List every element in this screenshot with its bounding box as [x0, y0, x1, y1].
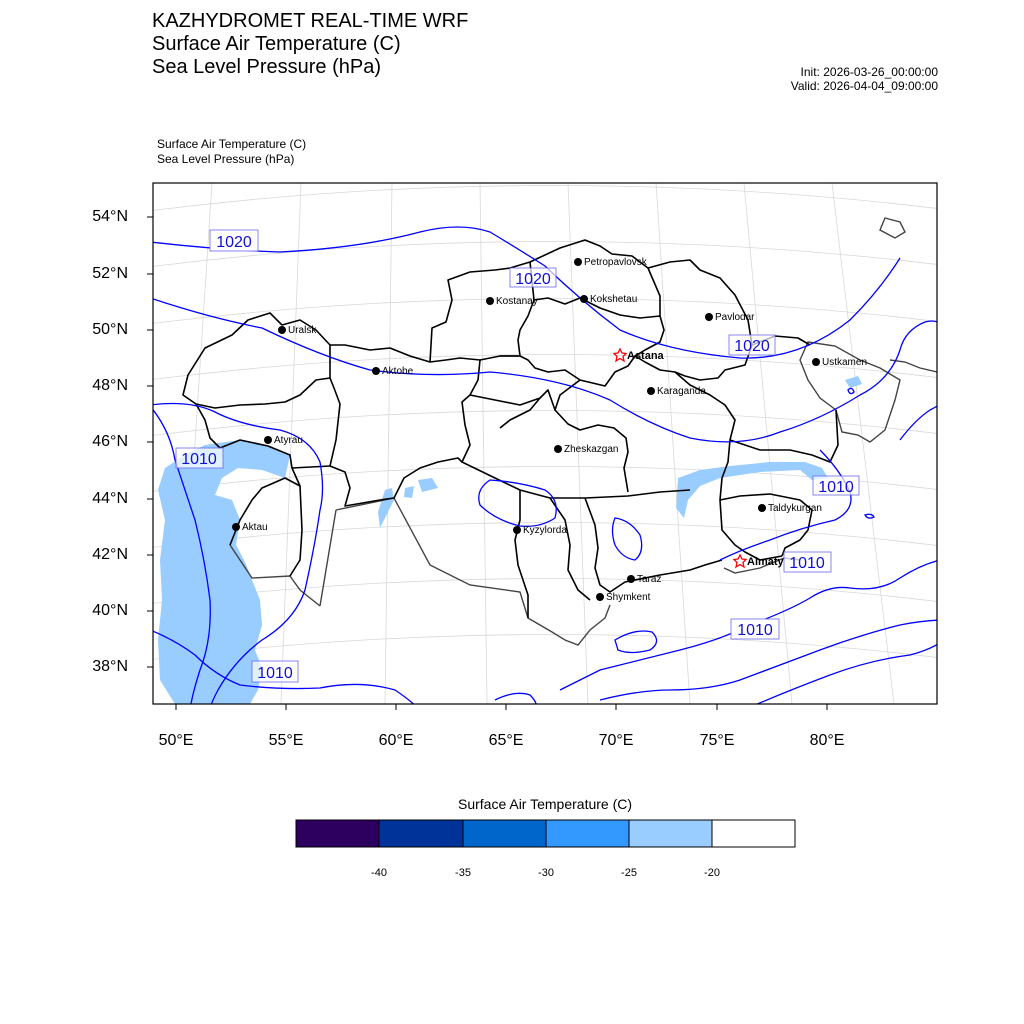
- svg-text:1010: 1010: [737, 622, 773, 639]
- lon-tick-label: 55°E: [268, 732, 304, 749]
- colorbar-tick-label: -40: [371, 867, 387, 879]
- colorbar-swatch: [463, 820, 546, 847]
- city-petropavlovsk: [574, 257, 648, 268]
- lon-tick-label: 75°E: [699, 732, 735, 749]
- svg-text:1010: 1010: [818, 479, 854, 496]
- city-aktobe: [372, 366, 414, 377]
- svg-text:Astana: Astana: [627, 350, 664, 362]
- svg-text:Kyzylorda: Kyzylorda: [523, 525, 567, 536]
- colorbar-title: Surface Air Temperature (C): [457, 796, 633, 812]
- lat-tick-label: 44°N: [92, 490, 128, 507]
- colorbar-tick-label: -30: [538, 867, 554, 879]
- svg-text:Ustkamen: Ustkamen: [822, 357, 868, 368]
- svg-text:Aktau: Aktau: [242, 522, 268, 533]
- lat-tick-label: 46°N: [92, 433, 128, 450]
- city-atyrau: [264, 435, 303, 446]
- svg-text:Petropavlovsk: Petropavlovsk: [584, 257, 647, 268]
- colorbar-tick-label: -20: [704, 867, 720, 879]
- colorbar-swatch: [296, 820, 379, 847]
- svg-text:1010: 1010: [789, 555, 825, 572]
- valid-time: Valid: 2026-04-04_09:00:00: [790, 79, 938, 93]
- city-shymkent: [596, 592, 651, 603]
- lon-tick-label: 65°E: [488, 732, 524, 749]
- lat-tick-label: 50°N: [92, 321, 128, 338]
- isobar-label: [731, 619, 779, 639]
- svg-text:Taraz: Taraz: [637, 574, 662, 585]
- colorbar-swatch: [546, 820, 629, 847]
- lon-tick-label: 70°E: [598, 732, 634, 749]
- isobar-label: [813, 476, 859, 496]
- lat-tick-label: 38°N: [92, 658, 128, 675]
- svg-text:Kokshetau: Kokshetau: [590, 294, 638, 305]
- plot-subtitle-2: Sea Level Pressure (hPa): [157, 152, 295, 166]
- lat-tick-label: 54°N: [92, 208, 128, 225]
- svg-text:Taldykurgan: Taldykurgan: [768, 503, 822, 514]
- city-karaganda: [647, 386, 706, 397]
- isobar-label: [252, 661, 298, 682]
- city-kostanay: [486, 296, 538, 307]
- init-time: Init: 2026-03-26_00:00:00: [800, 65, 938, 79]
- colorbar-swatch: [379, 820, 463, 847]
- map-title: KAZHYDROMET REAL-TIME WRF: [152, 10, 469, 32]
- colorbar: [296, 820, 795, 847]
- svg-text:1010: 1010: [257, 665, 293, 682]
- lat-tick-label: 40°N: [92, 602, 128, 619]
- city-markers: [232, 257, 867, 603]
- city-kokshetau: [580, 294, 637, 305]
- colorbar-tick-label: -25: [621, 867, 637, 879]
- plot-subtitle-1: Surface Air Temperature (C): [157, 137, 307, 151]
- isobar-label: [729, 335, 775, 355]
- svg-text:1020: 1020: [734, 338, 770, 355]
- cold-temperature-fill: [158, 376, 862, 704]
- lon-tick-label: 60°E: [378, 732, 414, 749]
- lat-tick-label: 52°N: [92, 265, 128, 282]
- city-uralsk: [278, 325, 317, 336]
- map-title-line2: Surface Air Temperature (C): [152, 33, 401, 55]
- lon-tick-label: 50°E: [158, 732, 194, 749]
- colorbar-swatch: [712, 820, 795, 847]
- svg-text:Almaty: Almaty: [747, 556, 784, 568]
- svg-text:Atyrau: Atyrau: [274, 435, 303, 446]
- svg-text:Kostanay: Kostanay: [496, 296, 538, 307]
- lat-tick-label: 48°N: [92, 377, 128, 394]
- svg-text:Karaganda: Karaganda: [657, 386, 706, 397]
- colorbar-tick-label: -35: [455, 867, 471, 879]
- svg-text:Uralsk: Uralsk: [288, 325, 317, 336]
- city-almaty: [734, 555, 785, 568]
- city-zheskazgan: [554, 444, 618, 455]
- svg-text:1020: 1020: [515, 271, 551, 288]
- city-taraz: [627, 574, 661, 585]
- city-taldykurgan: [758, 503, 822, 514]
- city-ustkamen: [812, 357, 867, 368]
- capital-star-icon: [734, 555, 746, 567]
- lat-tick-label: 42°N: [92, 546, 128, 563]
- colorbar-swatch: [629, 820, 712, 847]
- isobar-label: [784, 552, 831, 572]
- svg-text:Zheskazgan: Zheskazgan: [564, 444, 619, 455]
- isobar-label: [176, 448, 223, 468]
- isobar-label: [510, 268, 556, 288]
- svg-text:Aktobe: Aktobe: [382, 366, 414, 377]
- plot-frame: [153, 183, 937, 704]
- svg-text:1020: 1020: [216, 234, 252, 251]
- svg-text:Pavlodar: Pavlodar: [715, 312, 755, 323]
- svg-text:Shymkent: Shymkent: [606, 592, 651, 603]
- isobar-label: [210, 230, 258, 251]
- city-pavlodar: [705, 312, 755, 323]
- map-title-line3: Sea Level Pressure (hPa): [152, 56, 382, 78]
- lon-tick-label: 80°E: [809, 732, 845, 749]
- svg-text:1010: 1010: [181, 451, 217, 468]
